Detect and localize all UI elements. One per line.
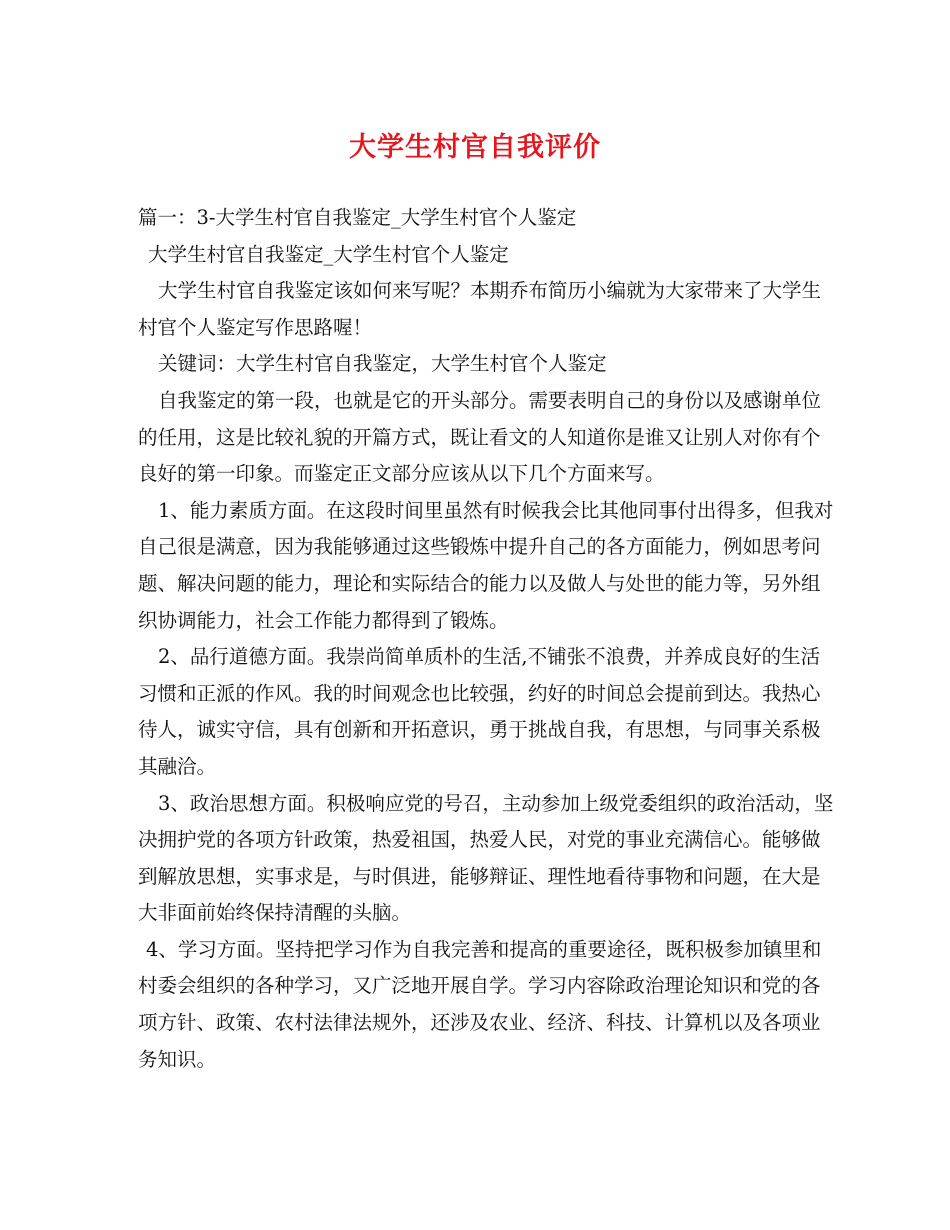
point-morality: 2、品行道德方面。我崇尚简单质朴的生活,不铺张不浪费，并养成良好的生活习惯和正派的作风。我的时间观念也比较强，约好的时间总会提前到达。我热心待人，诚实守信，具有创新和开拓意识，勇于挑战自我，有思想，与同事关系极其融洽。 <box>138 645 821 778</box>
article-subtitle: 大学生村官自我鉴定_大学生村官个人鉴定 <box>148 242 509 266</box>
body-paragraph: 自我鉴定的第一段，也就是它的开头部分。需要表明自己的身份以及感谢单位的任用，这是比较礼貌的开篇方式，既让看文的人知道你是谁又让别人对你有个良好的第一印象。而鉴定正文部分应该从以下几个方面来写。 <box>138 388 822 486</box>
intro-paragraph: 大学生村官自我鉴定该如何来写呢？本期乔布简历小编就为大家带来了大学生村官个人鉴定写作思路喔！ <box>138 279 822 339</box>
document-body <box>138 200 838 1078</box>
point-politics: 3、政治思想方面。积极响应党的号召，主动参加上级党委组织的政治活动，坚决拥护党的各项方针政策，热爱祖国，热爱人民，对党的事业充满信心。能够做到解放思想，实事求是，与时俱进，能够辩证、理性地看待事物和问题，在大是大非面前始终保持清醒的头脑。 <box>138 791 834 925</box>
point-ability: 1、能力素质方面。在这段时间里虽然有时候我会比其他同事付出得多，但我对自己很是满意，因为我能够通过这些锻炼中提升自己的各方面能力，例如思考问题、解决问题的能力，理论和实际结合的能力以及做人与处世的能力等，另外组织协调能力，社会工作能力都得到了锻炼。 <box>138 498 834 632</box>
point-study: 4、学习方面。坚持把学习作为自我完善和提高的重要途径，既积极参加镇里和村委会组织的各种学习，又广泛地开展自学。学习内容除政治理论知识和党的各项方针、政策、农村法律法规外，还涉及农业、经济、科技、计算机以及各项业务知识。 <box>138 937 822 1071</box>
keywords-line: 关键词：大学生村官自我鉴定，大学生村官个人鉴定 <box>158 352 607 376</box>
document-title: 大学生村官自我评价 <box>349 132 601 163</box>
section-heading: 篇一：3-大学生村官自我鉴定_大学生村官个人鉴定 <box>138 206 577 229</box>
